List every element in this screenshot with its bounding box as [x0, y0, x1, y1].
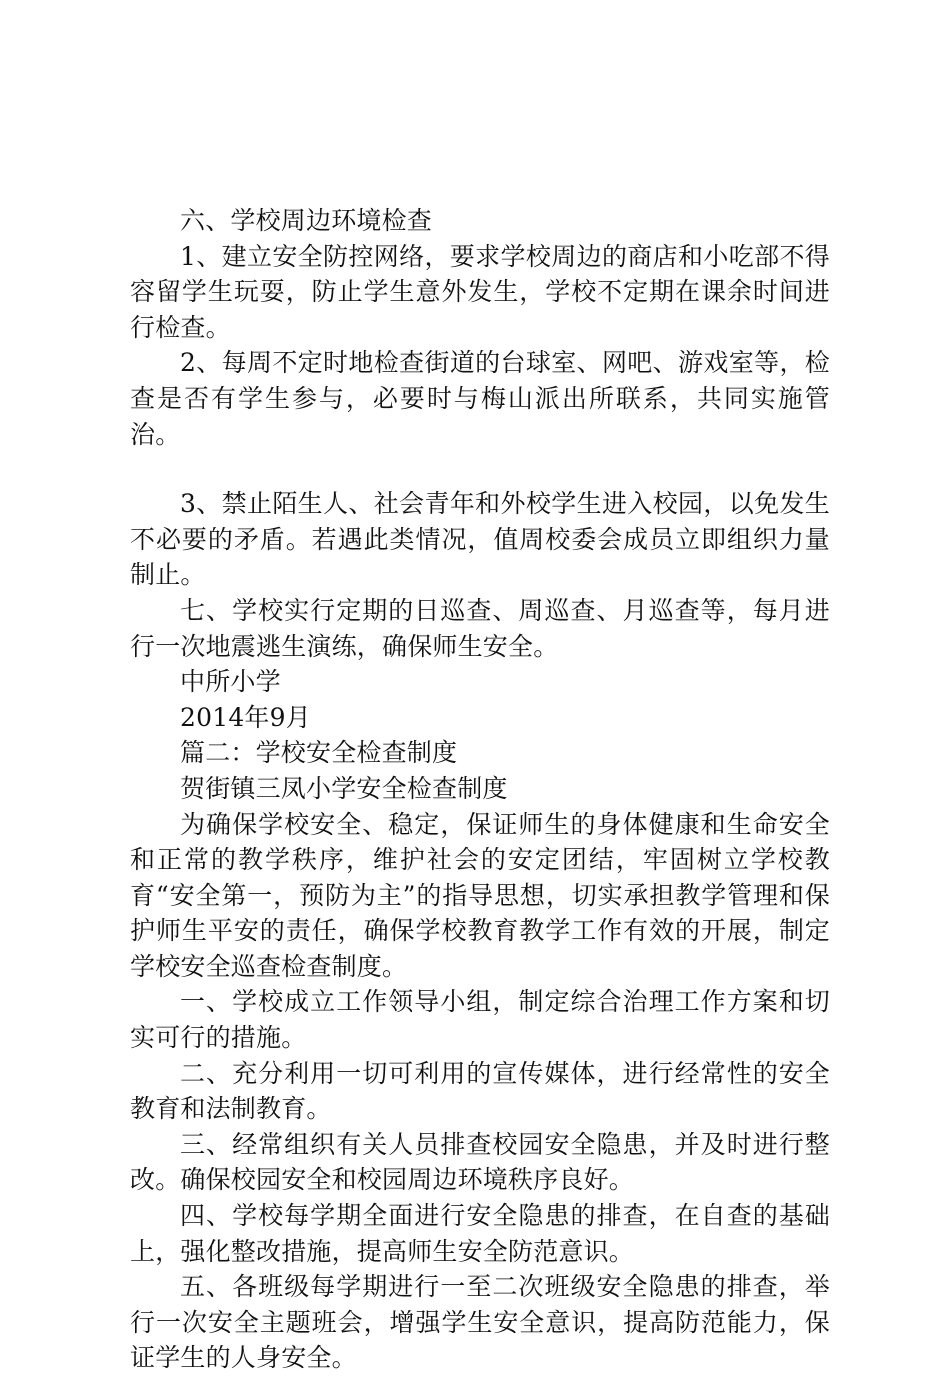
document-page	[130, 203, 830, 1376]
section-seven: 七、学校实行定期的日巡查、周巡查、月巡查等，每月进行一次地震逃生演练，确保师生安全。	[130, 595, 830, 661]
paragraph-six-3: 3、禁止陌生人、社会青年和外校学生进入校园，以免发生不必要的矛盾。若遇此类情况，值周校委会成员立即组织力量制止。	[130, 489, 830, 590]
chapter-two-title: 篇二：学校安全检查制度	[180, 738, 458, 768]
item-two: 二、充分利用一切可利用的宣传媒体，进行经常性的安全教育和法制教育。	[130, 1058, 830, 1124]
item-one: 一、学校成立工作领导小组，制定综合治理工作方案和切实可行的措施。	[130, 987, 830, 1053]
item-three: 三、经常组织有关人员排查校园安全隐患，并及时进行整改。确保校园安全和校园周边环境秩序良好。	[130, 1129, 830, 1195]
document-date: 2014年9月	[180, 702, 311, 732]
item-five: 五、各班级每学期进行一至二次班级安全隐患的排查，举行一次安全主题班会，增强学生安全意识，提高防范能力，保证学生的人身安全。	[130, 1272, 830, 1373]
paragraph-six-2: 2、每周不定时地检查街道的台球室、网吧、游戏室等，检查是否有学生参与，必要时与梅山派出所联系，共同实施管治。	[130, 348, 830, 449]
section-heading-six: 六、学校周边环境检查	[180, 206, 433, 235]
item-four: 四、学校每学期全面进行安全隐患的排查，在自查的基础上，强化整改措施，提高师生安全防范意识。	[130, 1201, 830, 1266]
document-title: 贺街镇三凤小学安全检查制度	[180, 773, 508, 803]
intro-paragraph: 为确保学校安全、稳定，保证师生的身体健康和生命安全和正常的教学秩序，维护社会的安定团结，牢固树立学校教育“安全第一，预防为主”的指导思想，切实承担教学管理和保护师生平安的责任，确保学校教育教学工作有效的开展，制定学校安全巡查检查制度。	[130, 809, 830, 981]
paragraph-six-1: 1、建立安全防控网络，要求学校周边的商店和小吃部不得容留学生玩耍，防止学生意外发生，学校不定期在课余时间进行检查。	[130, 241, 830, 342]
school-signature: 中所小学	[180, 667, 281, 697]
